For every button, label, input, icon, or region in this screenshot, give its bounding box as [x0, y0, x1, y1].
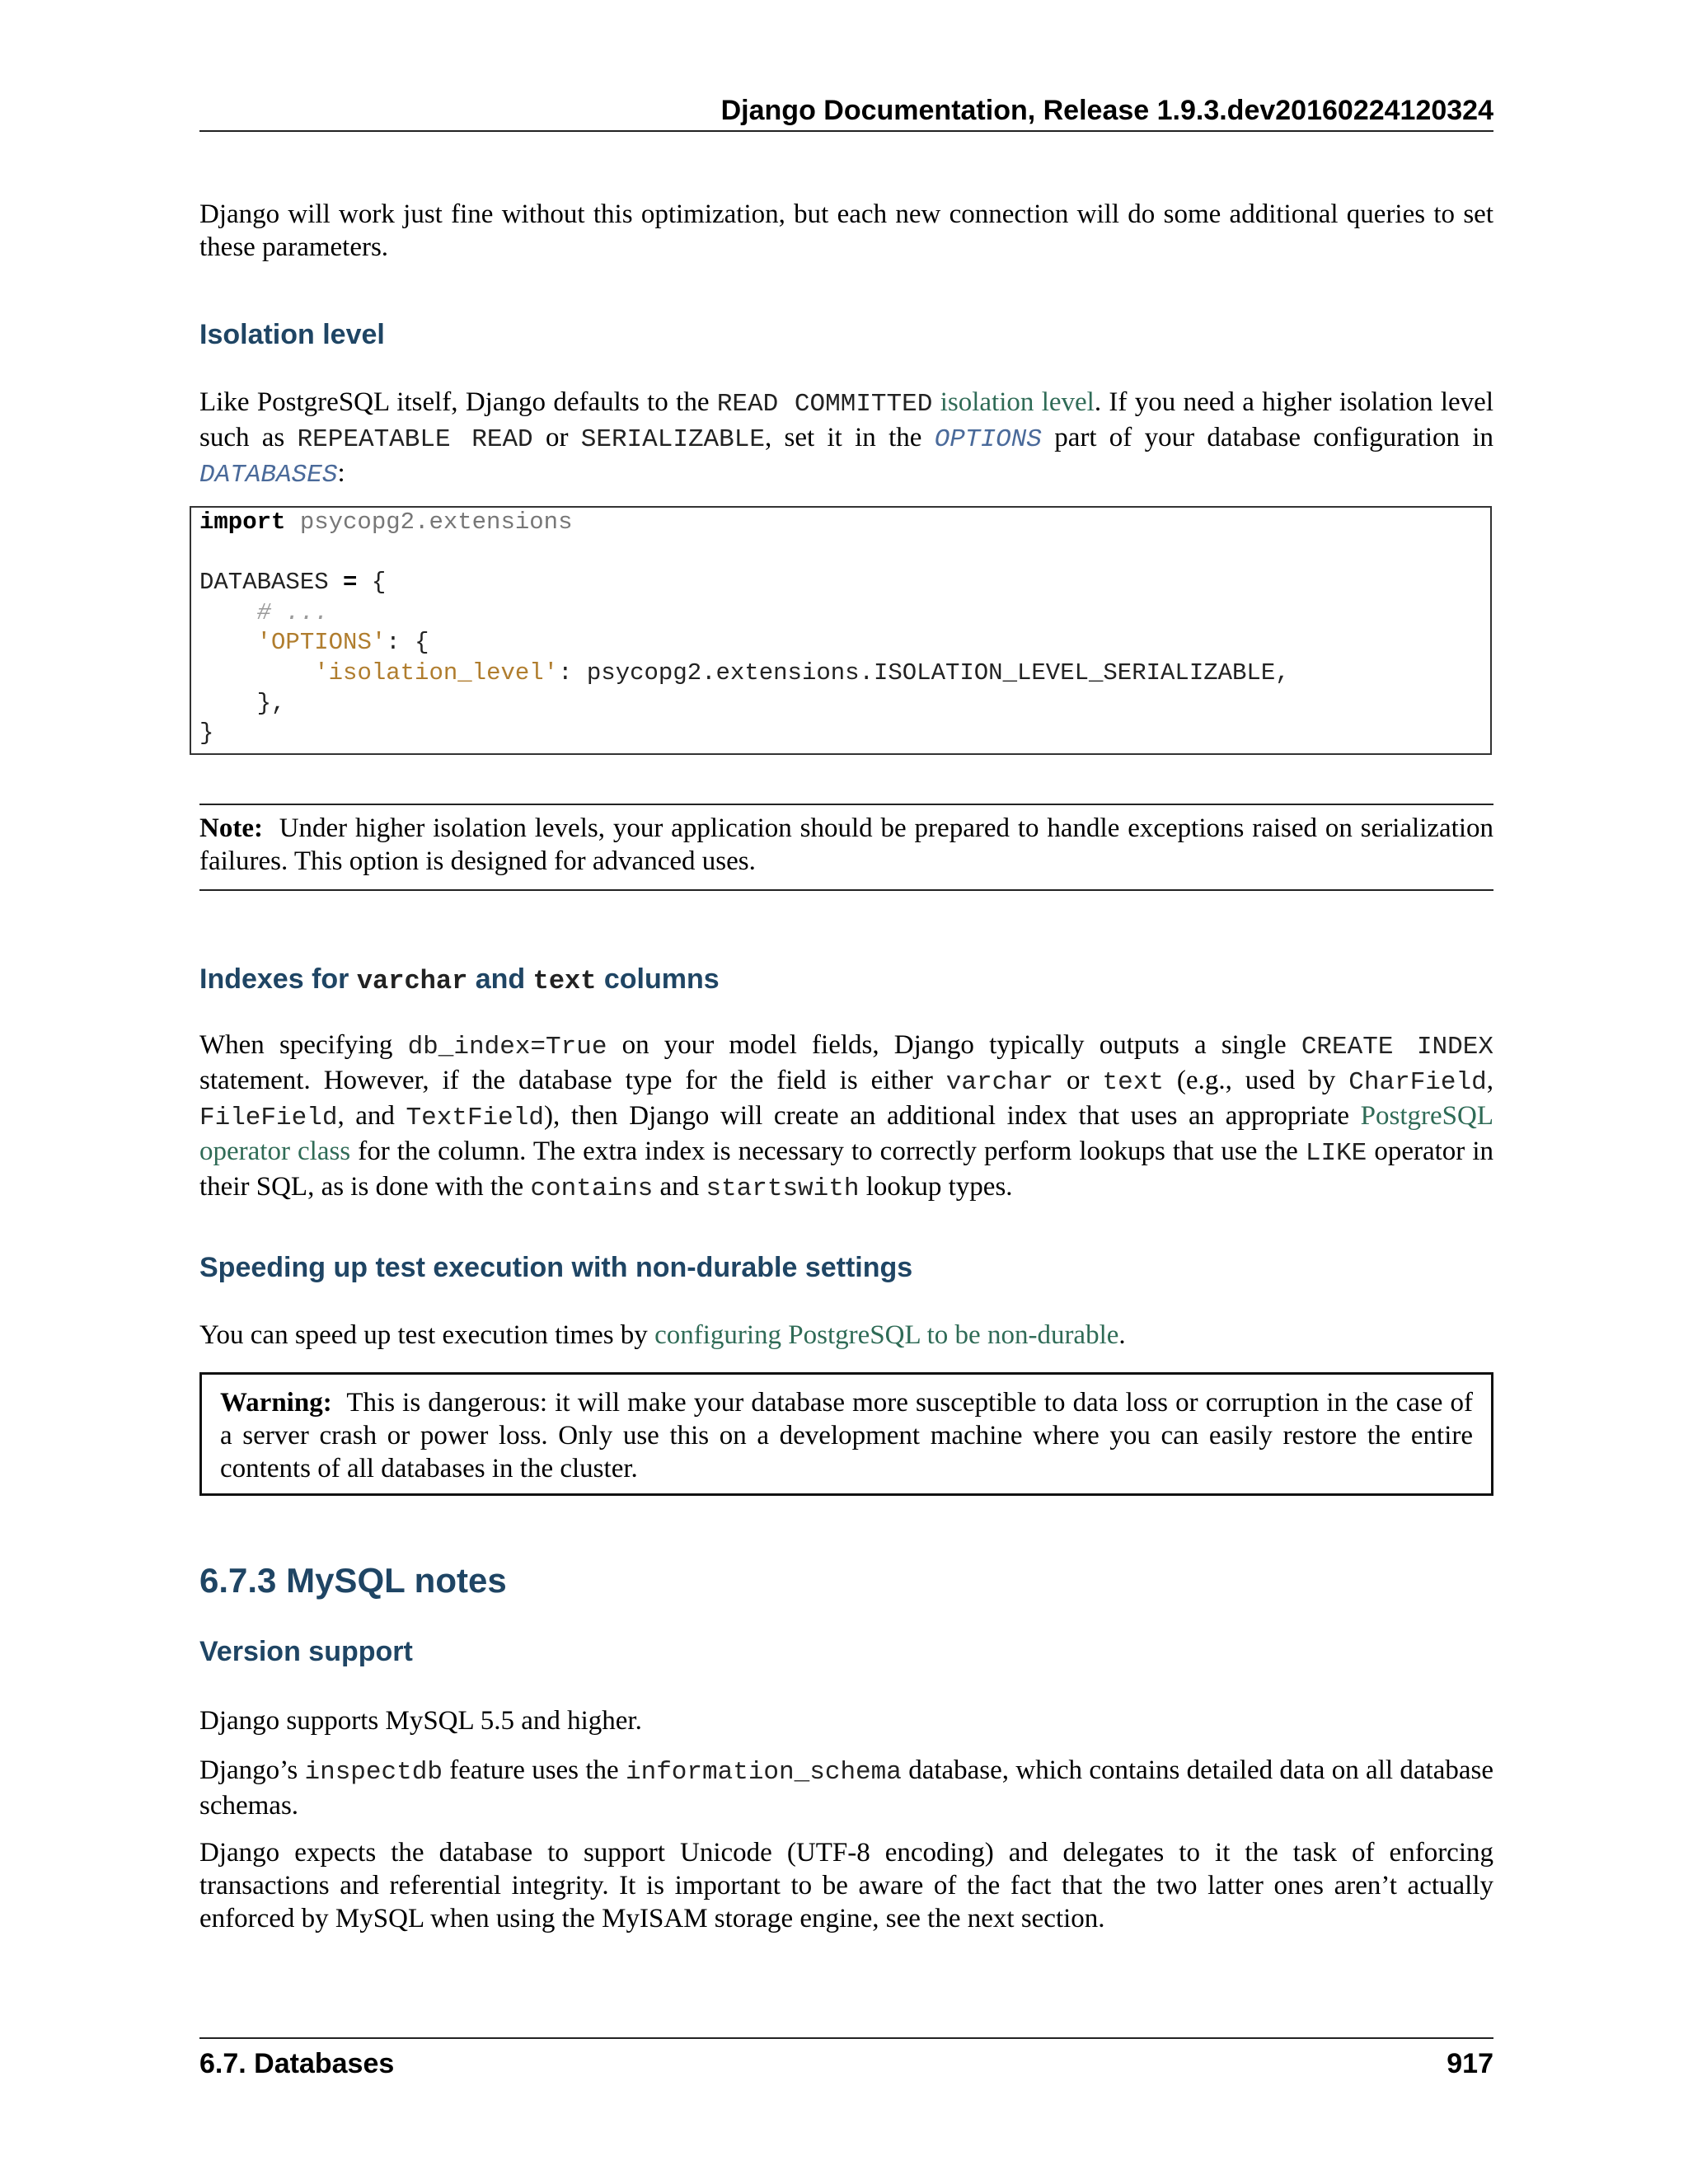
text-run: on your model fields, Django typically outputs a single — [607, 1030, 1301, 1060]
text-run: statement. However, if the database type for the field is either — [199, 1066, 946, 1095]
heading-code: varchar — [356, 966, 468, 996]
heading-run: and — [467, 963, 533, 995]
inline-code: CharField — [1348, 1068, 1487, 1097]
indexes-paragraph — [199, 1029, 1493, 1206]
text-run: . — [1118, 1320, 1126, 1350]
heading-code: text — [532, 966, 597, 996]
page-number: 917 — [1447, 2048, 1493, 2079]
speed-heading: Speeding up test execution with non-durable settings — [199, 1252, 913, 1283]
running-footer — [199, 2037, 1493, 2088]
code-module: psycopg2.extensions — [285, 509, 573, 536]
inline-code: LIKE — [1305, 1139, 1367, 1168]
inline-code: information_schema — [626, 1758, 902, 1787]
text-run: for the column. The extra index is necessary to correctly perform lookups that use the — [350, 1137, 1306, 1166]
text-run: . If you need a higher isolation level such as — [199, 387, 1493, 452]
text-run: part of your database configuration in — [1041, 423, 1494, 452]
warning-label: Warning: — [220, 1388, 332, 1418]
inline-code: REPEATABLE READ — [297, 425, 533, 454]
speed-paragraph-block — [199, 1319, 1493, 1352]
inline-code: startswith — [706, 1174, 860, 1203]
note-text — [199, 812, 1493, 878]
text-run: database, which contains detailed data on all database schemas. — [199, 1755, 1493, 1821]
code-text: }, — [199, 689, 286, 717]
indexes-paragraph-block — [199, 1029, 1493, 1206]
note-admonition — [199, 804, 1493, 891]
code-indent — [199, 599, 257, 626]
mysql-support-block — [199, 1704, 1493, 1737]
note-label: Note: — [199, 813, 263, 843]
text-run: You can speed up test execution times by — [199, 1320, 655, 1350]
code-block — [190, 506, 1492, 755]
text-run: lookup types. — [859, 1172, 1013, 1202]
isolation-paragraph — [199, 386, 1493, 492]
document-page — [199, 0, 1493, 2184]
code-string: 'OPTIONS' — [256, 629, 387, 657]
text-run: or — [532, 423, 581, 452]
warning-text — [220, 1386, 1473, 1485]
text-run: (e.g., used by — [1163, 1066, 1349, 1095]
footer-section: 6.7. Databases — [199, 2048, 395, 2079]
note-body: Under higher isolation levels, your application should be prepared to handle exceptions raised on serialization failures. This option is designed for advanced uses. — [199, 813, 1493, 876]
heading-run: columns — [596, 963, 720, 995]
speed-paragraph — [199, 1319, 1493, 1352]
text-run: Django’s — [199, 1755, 305, 1785]
code-indent — [199, 629, 257, 656]
code-string: 'isolation_level' — [314, 658, 559, 687]
code-comment: # ... — [256, 598, 329, 626]
code-operator: = — [343, 569, 358, 597]
text-run: : — [337, 458, 345, 488]
text-run: , — [1486, 1066, 1493, 1095]
unicode-paragraph: Django expects the database to support Unicode (UTF-8 encoding) and delegates to it the task of enforcing transactions and referential integrity. It is important to be aware of the fact that the two latter ones aren’t actually enforced by MySQL when using the MyISAM storage engine, see the next section. — [199, 1838, 1493, 1933]
running-header — [199, 91, 1493, 132]
inline-code: text — [1102, 1068, 1164, 1097]
code-keyword: import — [199, 509, 286, 536]
inspectdb-block — [199, 1754, 1493, 1822]
code-text: } — [199, 719, 214, 748]
operator-class-link[interactable]: PostgreSQL operator class — [199, 1101, 1493, 1166]
inline-code: TextField — [406, 1104, 544, 1132]
unicode-block — [199, 1836, 1493, 1935]
code-indent — [199, 659, 314, 687]
indexes-heading — [199, 962, 1493, 999]
inline-code: varchar — [945, 1068, 1054, 1097]
inline-code: inspectdb — [304, 1758, 443, 1787]
warning-admonition — [199, 1372, 1493, 1496]
mysql-notes-heading: 6.7.3 MySQL notes — [199, 1561, 507, 1600]
inline-code: SERIALIZABLE — [580, 425, 765, 454]
text-run: and — [653, 1172, 706, 1202]
intro-paragraph: Django will work just fine without this optimization, but each new connection will do some additional queries to set these parameters. — [199, 199, 1493, 262]
mysql-support-paragraph: Django supports MySQL 5.5 and higher. — [199, 1706, 642, 1736]
code-listing — [191, 508, 1490, 749]
code-text: : psycopg2.extensions.ISOLATION_LEVEL_SERIALIZABLE, — [558, 658, 1290, 687]
inline-code: contains — [530, 1174, 654, 1203]
code-text: { — [357, 569, 387, 597]
code-text: : { — [386, 629, 429, 657]
inline-code: CREATE INDEX — [1301, 1033, 1493, 1062]
intro-paragraph-block — [199, 198, 1493, 264]
text-run: Like PostgreSQL itself, Django defaults to the — [199, 387, 717, 417]
text-run: When specifying — [199, 1030, 408, 1060]
inline-code: db_index=True — [407, 1033, 607, 1062]
isolation-level-heading: Isolation level — [199, 319, 385, 350]
text-run: or — [1053, 1066, 1103, 1095]
inspectdb-paragraph — [199, 1754, 1493, 1822]
version-support-heading: Version support — [199, 1636, 413, 1667]
code-text: DATABASES — [199, 569, 344, 597]
text-run: , and — [337, 1101, 406, 1131]
text-run: feature uses the — [442, 1755, 626, 1785]
databases-setting-link[interactable]: DATABASES — [199, 461, 338, 490]
text-run: ), then Django will create an additional index that uses an appropriate — [543, 1101, 1361, 1131]
text-run: , set it in the — [764, 423, 935, 452]
options-setting-link[interactable]: OPTIONS — [934, 425, 1042, 454]
header-title: Django Documentation, Release 1.9.3.dev20160224120324 — [720, 95, 1493, 126]
heading-run: Indexes for — [199, 963, 357, 995]
warning-body: This is dangerous: it will make your database more susceptible to data loss or corruption in the case of a server crash or power loss. Only use this on a development machine where you can easily restore the entire contents of all databases in the cluster. — [220, 1388, 1474, 1483]
non-durable-link[interactable]: configuring PostgreSQL to be non-durable — [654, 1320, 1119, 1350]
isolation-level-link[interactable]: isolation level — [940, 387, 1095, 417]
inline-code: FileField — [199, 1104, 338, 1132]
isolation-paragraph-block — [199, 386, 1493, 492]
inline-code: READ COMMITTED — [716, 390, 933, 419]
text-run: operator in their SQL, as is done with the — [199, 1137, 1494, 1202]
